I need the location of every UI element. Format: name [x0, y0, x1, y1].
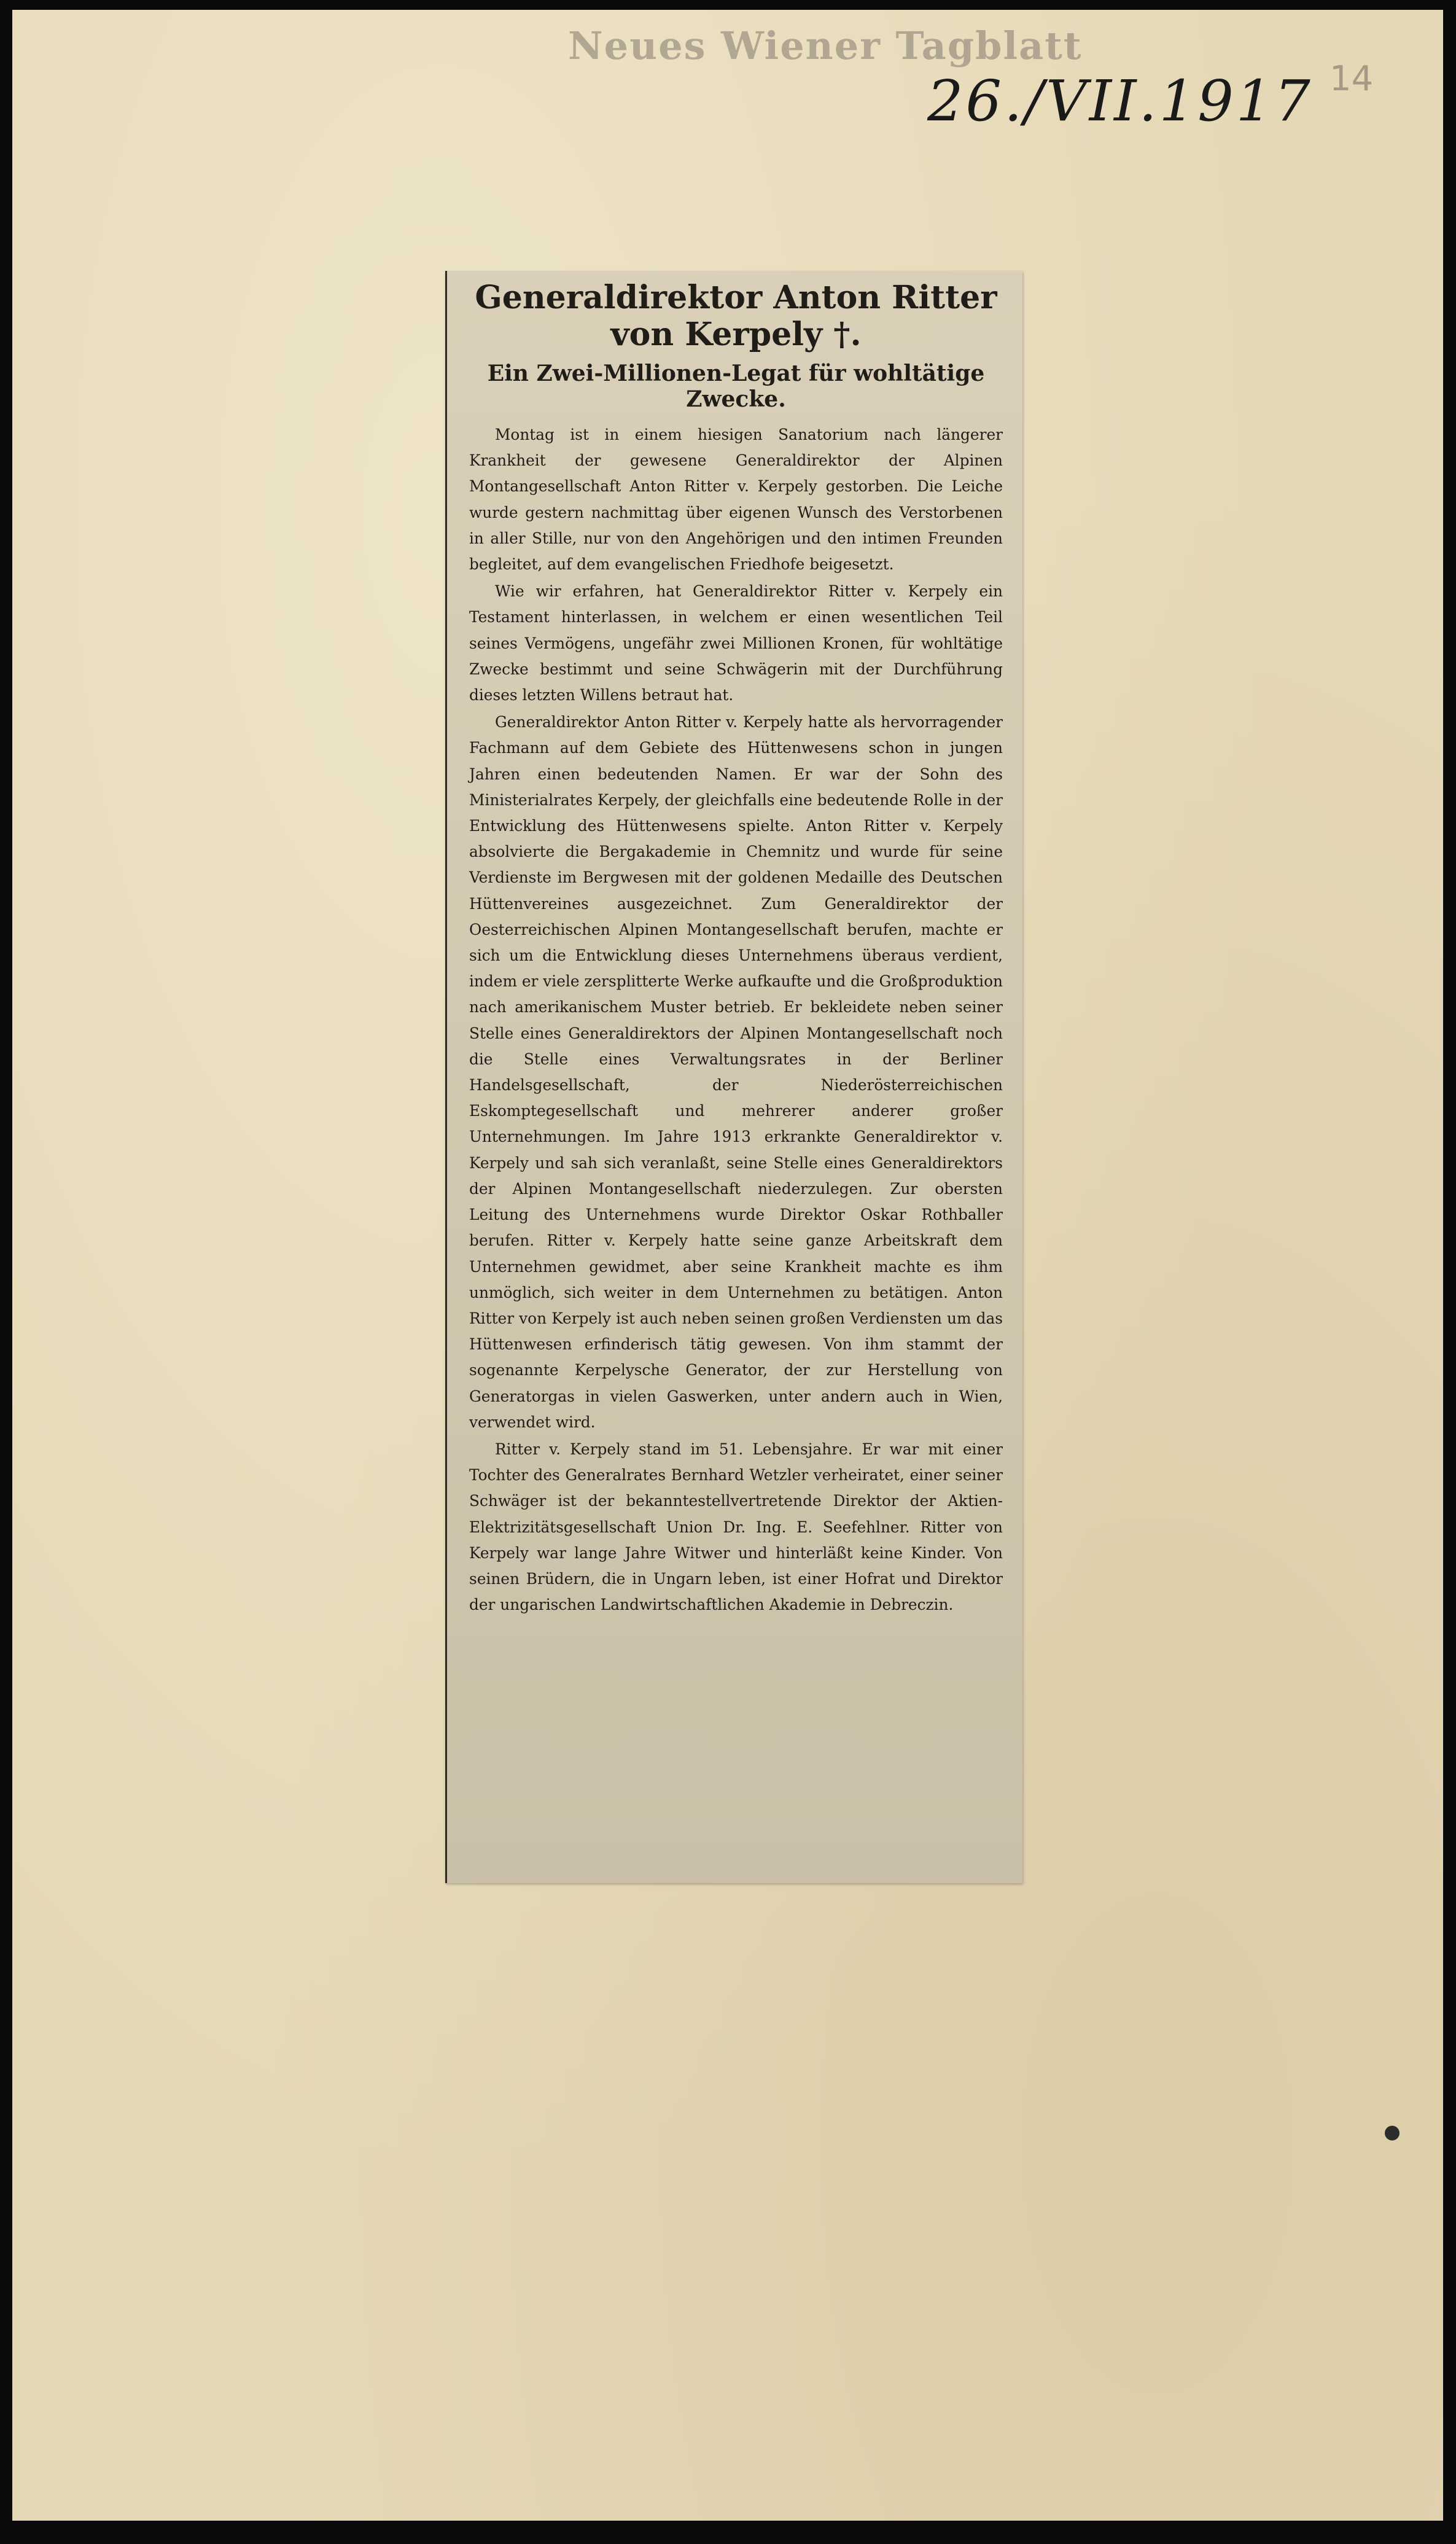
folio-number: 14: [1329, 59, 1374, 99]
article-paragraph: Ritter v. Kerpely stand im 51. Lebensjahre. Er war mit einer Tochter des Generalrates Bernhard Wetzler verheiratet, einer seiner Schwäger ist der bekanntestellvertretende Direktor der Aktien-Elektrizitätsgesellschaft Union Dr. Ing. E. Seefehlner. Ritter von Kerpely war lange Jahre Witwer und hinterläßt keine Kinder. Von seinen Brüdern, die in Ungarn leben, ist einer Hofrat und Direktor der ungarischen Landwirtschaftlichen Akademie in Debreczin.: [469, 1440, 1003, 1614]
archive-sheet: [12, 10, 1443, 2521]
article-subheadline: Ein Zwei-Millionen-Legat für wohltätige Zwecke.: [487, 361, 985, 412]
article-paragraph: Wie wir erfahren, hat Generaldirektor Ritter v. Kerpely ein Testament hinterlassen, in welchem er einen wesentlichen Teil seines Vermögens, ungefähr zwei Millionen Kronen, für wohltätige Zwecke bestimmt und seine Schwägerin mit der Durchführung dieses letzten Willens betraut hat.: [469, 582, 1003, 704]
newspaper-stamp: Neues Wiener Tagblatt: [568, 23, 1083, 68]
ink-spot: [1385, 2126, 1400, 2140]
article-paragraph: Generaldirektor Anton Ritter v. Kerpely hatte als hervorragender Fachmann auf dem Gebiete des Hüttenwesens schon in jungen Jahren einen bedeutenden Namen. Er war der Sohn des Ministerialrates Kerpely, der gleichfalls eine bedeutende Rolle in der Entwicklung des Hüttenwesens spielte. Anton Ritter v. Kerpely absolvierte die Bergakademie in Chemnitz und wurde für seine Verdienste im Bergwesen mit der goldenen Medaille des Deutschen Hüttenvereines ausgezeichnet. Zum Generaldirektor der Oesterreichischen Alpinen Montangesellschaft berufen, machte er sich um die Entwicklung dieses Unternehmens überaus verdient, indem er viele zersplitterte Werke aufkaufte und die Großproduktion nach amerikanischem Muster betrieb. Er bekleidete neben seiner Stelle eines Generaldirektors der Alpinen Montangesellschaft noch die Stelle eines Verwaltungsrates in der Berliner Handelsgesellschaft, der Niederösterreichischen Eskomptegesellschaft und mehrerer anderer großer Unternehmungen. Im Jahre 1913 erkrankte Generaldirektor v. Kerpely und sah sich veranlaßt, seine Stelle eines Generaldirektors der Alpinen Montangesellschaft niederzulegen. Zur obersten Leitung des Unternehmens wurde Direktor Oskar Rothballer berufen. Ritter v. Kerpely hatte seine ganze Arbeitskraft dem Unternehmen gewidmet, aber seine Krankheit machte es ihm unmöglich, sich weiter in dem Unternehmen zu betätigen. Anton Ritter von Kerpely ist auch neben seinen großen Verdiensten um das Hüttenwesen erfinderisch tätig gewesen. Von ihm stammt der sogenannte Kerpelysche Generator, der zur Herstellung von Generatorgas in vielen Gaswerken, unter andern auch in Wien, verwendet wird.: [469, 713, 1003, 1431]
article-paragraph: Montag ist in einem hiesigen Sanatorium nach längerer Krankheit der gewesene Generaldirektor der Alpinen Montangesellschaft Anton Ritter v. Kerpely gestorben. Die Leiche wurde gestern nachmittag über eigenen Wunsch des Verstorbenen in aller Stille, nur von den Angehörigen und den intimen Freunden begleitet, auf dem evangelischen Friedhofe beigesetzt.: [469, 426, 1003, 574]
article-headline: Generaldirektor Anton Ritter von Kerpely †.: [475, 279, 997, 353]
handwritten-date: 26./VII.1917: [927, 68, 1313, 134]
newspaper-clipping: [445, 271, 1022, 1883]
